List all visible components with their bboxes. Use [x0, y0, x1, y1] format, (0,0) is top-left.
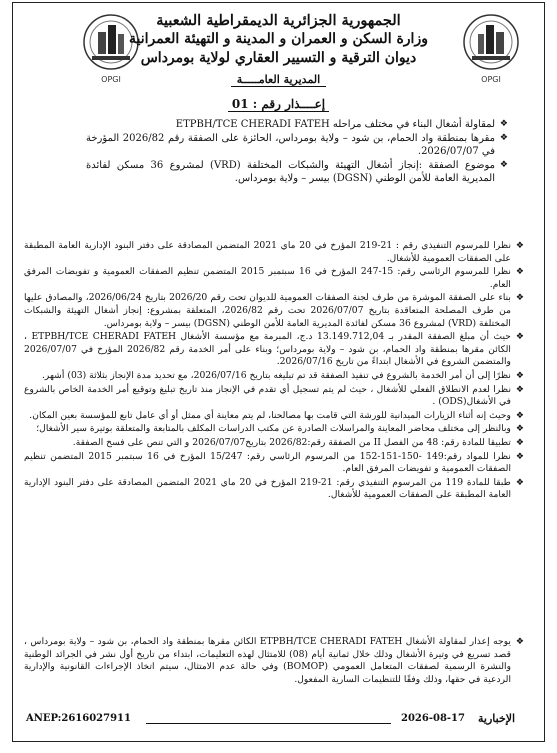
footer	[26, 711, 526, 729]
directorate-label: المديرية العامـــــة	[231, 73, 326, 87]
svg-text:OPGI: OPGI	[481, 75, 501, 84]
final-notice-section	[24, 636, 524, 686]
clause-item: ❖ نظرا للمرسوم الرئاسي رقم: 15-247 المؤرخ في 16 سبتمبر 2015 المتضمن تنظيم الصفقات العمومية و تفويضات المرفق العام.	[24, 266, 524, 291]
clause-item: ❖ نظرًا إلى أن أمر الخدمة بالشروع في تنفيذ الصفقة قد تم تبليغه بتاريخ 2026/07/16، مع تحديد مدة الإنجاز بثلاثة (03) أشهر.	[24, 370, 524, 383]
intro-address: ❖ مقرها بمنطقة واد الحمام، بن شود – ولاية بومرداس، الحائزة على الصفقة رقم 2026/82 المؤرخة في 2026/07/07.	[86, 132, 508, 159]
final-notice: ❖ يوجه إعذار لمقاولة الأشغال ETPBH/TCE CHERADI FATEH الكائن مقرها بمنطقة واد الحمام، بن شود – ولاية بومرداس ، قصد تسريع في وتيرة الأشغال وذلك خلال ثمانية أيام (08) للامتثال لهذه التعليمات، ابتداء من تاريخ أول نشر في الجرائد الوطنية والنشرة الرسمية لصفقات المتعامل العمومي (BOMOP) وفي حالة عدم الامتثال، سيتم اتخاذ الإجراءات القانونية والإدارية الردعية في حقها، وذلك وفقًا للتنظيمات السارية المفعول.	[24, 636, 524, 686]
clause-item: ❖ نظرا لعدم الانطلاق الفعلي للأشغال ، حيث لم يتم تسجيل أي تقدم في الإنجاز منذ تاريخ تبليغ وتوقيع أمر الخدمة الخاص بالشروع في الأشغال(ODS) .	[24, 384, 524, 409]
clause-item: ❖ تطبيقا للمادة رقم: 48 من الفصل II من الصفقة رقم:2026/82 بتاريخ2026/07/07 و التي تنص على فسخ الصفقة.	[24, 437, 524, 450]
intro-section	[86, 118, 508, 186]
clause-item: ❖ وبالنظر إلى مختلف محاضر المعاينة والمراسلات الصادرة عن مكتب الدراسات المكلف بالمتابعة والمتعلقة بوتيرة سير الأشغال؛	[24, 423, 524, 436]
header-office: ديوان الترقية و التسيير العقاري لولاية بومرداس	[140, 50, 417, 66]
intro-subject: ❖ موضوع الصفقة :إنجاز أشغال التهيئة والشبكات المختلفة (VRD) لمشروع 36 مسكن لفائدة المديرية العامة للأمن الوطني (DGSN) بيسر – ولاية بومرداس.	[86, 159, 508, 186]
notice-title	[0, 97, 557, 111]
notice-title-text: إعــــذار رقم : 01	[228, 97, 329, 112]
clauses-section	[24, 240, 524, 503]
intro-contractor: ❖ لمقاولة أشغال البناء في مختلف مراحله ETPBH/TCE CHERADI FATEH	[86, 118, 508, 132]
clause-item: ❖ نظرا للمواد رقم:149 -150-151-152 من المرسوم الرئاسي رقم: 15/247 المؤرخ في 16 سبتمبر 2015 المتضمن تنظيم الصفقات العمومية و تفويضات المرفق العام.	[24, 451, 524, 476]
header-directorate	[0, 73, 557, 86]
publication-name: الإخبارية	[478, 712, 516, 725]
footer-divider	[146, 723, 391, 724]
header-ministry: وزارة السكن و العمران و المدينة و التهيئة العمرانية	[129, 31, 428, 47]
clause-item: ❖ نظرا للمرسوم التنفيذي رقم : 21-219 المؤرخ في 20 ماي 2021 المتضمن المصادقة على دفتر البنود الإدارية العامة المطبقة على الصفقات العمومية للأشغال.	[24, 240, 524, 265]
clause-item: ❖ بناء على الصفقة الموشرة من طرف لجنة الصفقات العمومية للديوان تحت رقم 2026/20 بتاريخ 2026/06/24، والمصادق عليها من طرف المصلحة المتعاقدة بتاريخ 2026/07/07 تحت رقم 2026/82، المتعلقة بمشروع: إنجاز أشغال التهيئة والشبكات المختلفة (VRD) لمشروع 36 مسكن لفائدة المديرية العامة للأمن الوطني (DGSN) بيسر – ولاية بومرداس.	[24, 292, 524, 330]
header-republic: الجمهورية الجزائرية الديمقراطية الشعبية	[156, 12, 401, 29]
clause-item: ❖ وحيث إنه أثناء الزيارات الميدانية للورشة التي قامت بها مصالحنا، لم يتم معاينة أي ممثل أو أي عامل تابع للمؤسسة بعين المكان.	[24, 410, 524, 423]
anep-reference: ANEP:2616027911	[26, 713, 131, 724]
svg-text:OPGI: OPGI	[101, 75, 121, 84]
clause-item: ❖ حيث أن مبلغ الصفقة المقدر بـ 13.149.712,04 د.ج، المبرمة مع مؤسسة الأشغال ETPBH/TCE CHERADI FATEH ، الكائن مقرها بمنطقة واد الحمام، بن شود – ولاية بومرداس؛ وبناء على أمر الخدمة رقم 2026/82 المؤرخ في 2026/07/07 والمتضمن الشروع في الأشغال ابتداءً من تاريخ 2026/07/16.	[24, 331, 524, 369]
publication-date: 2026-08-17	[401, 713, 465, 724]
clause-item: ❖ طبقا للمادة 119 من المرسوم التنفيذي رقم: 21-219 المؤرخ في 20 ماي 2021 المتضمن المصادقة على دفتر البنود الإدارية العامة المطبقة على الصفقات العمومية للأشغال.	[24, 477, 524, 502]
